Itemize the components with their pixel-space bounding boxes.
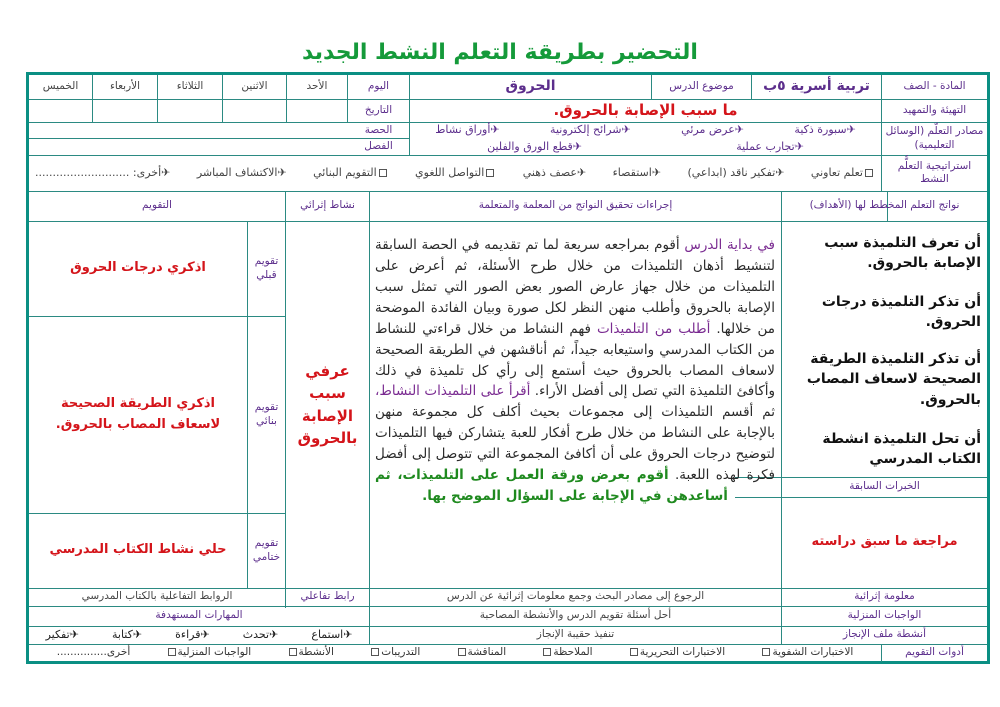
skill-reading[interactable]: ✈قراءة: [175, 628, 210, 642]
skill-writing[interactable]: ✈كتابة: [111, 628, 143, 642]
resource-smartboard[interactable]: ✈سبورة ذكية: [794, 123, 856, 137]
skills-label: المهارات المستهدفة: [155, 609, 243, 622]
lesson-topic-value: الحروق: [505, 78, 556, 95]
subject-label: المادة - الصف: [903, 80, 966, 93]
page-title: التحضير بطريقة التعلم النشط الجديد: [302, 40, 698, 65]
prior-label: الخبرات السابقة: [849, 480, 920, 493]
procedure-1-lead: في بداية الدرس: [684, 237, 776, 253]
resources-row-1: [410, 122, 881, 138]
strategy-other[interactable]: ✈أخرى: ...........................: [35, 166, 171, 180]
tool-oral[interactable]: الاختبارات الشفوية: [760, 646, 853, 659]
portfolio-label: أنشطة ملف الإنجاز: [843, 628, 926, 641]
evaluation-header: التقويم: [142, 199, 172, 212]
checkbox-icon: [762, 648, 770, 656]
prior-value: مراجعة ما سبق دراسته: [811, 534, 958, 550]
resource-experiments[interactable]: ✈تجارب عملية: [736, 139, 804, 153]
resource-paper-foam[interactable]: ✈قطع الورق والفلين: [487, 139, 583, 153]
procedure-2: فهم النشاط من خلال قراءتي للنشاط من الكتاب المدرسي واستيعابه جيداً، ثم أناقشهن في الطريقة الصحيحة لاسعاف المصاب بالحروق حيث أستمع إلى رأي كل تلميذة في ذلك وأكافئ التلميذة التي تصل إلى أفضل الأراء.: [375, 320, 775, 400]
interactive-label: رابط تفاعلي: [300, 590, 355, 603]
checkbox-icon: [379, 169, 387, 177]
procedure-2-lead: أطلب من التلميذات: [596, 320, 711, 337]
subject-value: تربية أسرية ٥ب: [763, 78, 870, 95]
evaluation-2-value: اذكري الطريقة الصحيحة لاسعاف المصاب بالحروق.: [55, 395, 221, 432]
procedure-3-lead: أقرأ على التلميذات النشاط،: [375, 383, 531, 400]
strategy-critical[interactable]: ✈تفكير ناقد (ابداعي): [687, 166, 785, 180]
day-tuesday: الثلاثاء: [176, 80, 204, 93]
period-label: الحصة: [364, 123, 393, 136]
checkbox-icon: [543, 648, 551, 656]
resource-slides[interactable]: ✈شرائح إلكترونية: [550, 123, 631, 137]
lesson-topic-label: موضوع الدرس: [669, 80, 734, 93]
resource-visual[interactable]: ✈عرض مرئي: [681, 123, 744, 137]
portfolio-value: تنفيذ حقيبة الإنجاز: [536, 628, 615, 641]
day-thursday: الخميس: [42, 80, 79, 93]
evaluation-1-label: تقويم قبلي: [254, 255, 279, 281]
objective-2: أن تذكر التلميذة درجات الحروق.: [821, 294, 981, 331]
strategy-label: استراتيجية التعلُّم النشط: [897, 159, 972, 185]
checkbox-icon: [458, 648, 466, 656]
tool-other[interactable]: أخرى...............: [56, 646, 131, 659]
skill-speaking[interactable]: ✈تحدث: [242, 628, 279, 642]
interactive-value[interactable]: الروابط التفاعلية بالكتاب المدرسي: [81, 590, 233, 603]
procedures-text: [375, 235, 775, 507]
objective-4: أن تحل التلميذة انشطة الكتاب المدرسي: [822, 431, 981, 468]
strategy-inquiry[interactable]: ✈استقصاء: [612, 166, 662, 180]
procedure-3: ثم أقسم التلميذات إلى مجموعات بحيث أكلف كل مجموعة منهن بالإجابة على النشاط من خلال طرح أفكار للعبة يتشاركن فيها التلميذات لتوضيح درجات الحروق على أن أكافئ المجموعة التي تتوصل إلى أفضل فكرة لهذه اللعبة.: [375, 404, 776, 484]
tool-activities[interactable]: الأنشطة: [287, 646, 334, 659]
homework-label: الواجبات المنزلية: [847, 609, 922, 622]
homework-value: أحل أسئلة تقويم الدرس والأنشطة المصاحبة: [479, 609, 672, 622]
strategy-brainstorm[interactable]: ✈عصف ذهني: [522, 166, 587, 180]
strategy-options: [29, 155, 881, 191]
evaluation-2-label: تقويم بنائي: [254, 401, 279, 427]
objective-1: أن تعرف التلميذة سبب الإصابة بالحروق.: [824, 235, 981, 272]
strategy-discovery[interactable]: ✈الاكتشاف المباشر: [196, 166, 287, 180]
checkbox-icon: [371, 648, 379, 656]
checkbox-icon: [630, 648, 638, 656]
day-wednesday: الأربعاء: [109, 80, 141, 93]
day-monday: الاثنين: [241, 80, 268, 93]
procedures-header: إجراءات تحقيق النواتج من المعلمة والمتعلمة: [478, 199, 673, 212]
evaluation-3-value: حلي نشاط الكتاب المدرسي: [49, 542, 227, 558]
assessment-label: أدوات التقويم: [905, 646, 964, 659]
class-label: الفصل: [364, 140, 393, 153]
evaluation-1-value: اذكري درجات الحروق: [70, 260, 206, 276]
intro-label: التهيئة والتمهيد: [902, 103, 967, 116]
checkbox-icon: [168, 648, 176, 656]
date-label: التاريخ: [364, 103, 393, 116]
skills-list: [29, 626, 369, 644]
enrich-info-value: الرجوع إلى مصادر البحث وجمع معلومات إثرائية عن الدرس: [446, 590, 705, 603]
objective-3: أن تذكر التلميذة الطريقة الصحيحة لاسعاف المصاب بالحروق.: [806, 351, 981, 408]
checkbox-icon: [289, 648, 297, 656]
day-label: اليوم: [367, 80, 390, 93]
strategy-cooperative[interactable]: تعلم تعاوني: [811, 166, 875, 180]
strategy-language[interactable]: التواصل اللغوي: [415, 166, 496, 180]
tool-homework[interactable]: الواجبات المنزلية: [166, 646, 252, 659]
enrichment-value: عرفي سبب الإصابة بالحروق: [297, 361, 358, 447]
skill-thinking[interactable]: ✈تفكير: [45, 628, 79, 642]
checkbox-icon: [865, 169, 873, 177]
resource-worksheets[interactable]: ✈أوراق نشاط: [435, 123, 500, 137]
intro-value: ما سبب الإصابة بالحروق.: [553, 101, 738, 120]
tool-discussion[interactable]: المناقشة: [456, 646, 507, 659]
enrichment-header: نشاط إثرائي: [300, 199, 355, 212]
strategy-formative[interactable]: التقويم البنائي: [313, 166, 388, 180]
assessment-tools: [29, 644, 881, 662]
tool-observation[interactable]: الملاحظة: [541, 646, 592, 659]
procedure-1: أقوم بمراجعه سريعة لما تم تقديمه في الحصة السابقة لتنشيط أذهان التلميذات من خلال طرح الأسئلة، ثم أعرض على التلميذات من خلال جهاز عارض الصور بعض الصور التي تمثل سبب الإصابة بالحروق وأطلب منهن النظر لكل صورة وبيان الفائدة الموضحة من خلالها.: [375, 237, 775, 337]
evaluation-3-label: تقويم ختامي: [252, 537, 281, 563]
procedure-4: أقوم بعرض ورقة العمل على التلميذات، ثم أساعدهن في الإجابة على السؤال الموضح بها.: [375, 467, 728, 505]
resources-label: مصادر التعلُّم (الوسائل التعليمية): [885, 125, 984, 151]
tool-exercises[interactable]: التدريبات: [369, 646, 420, 659]
day-sunday: الأحد: [306, 80, 328, 93]
resources-row-2: [410, 138, 881, 155]
enrich-info-label: معلومة إثرائية: [854, 590, 915, 603]
checkbox-icon: [486, 169, 494, 177]
skill-listening[interactable]: ✈استماع: [311, 628, 353, 642]
tool-written[interactable]: الاختبارات التحريرية: [628, 646, 725, 659]
objectives-header: نواتج التعلم المخطط لها (الأهداف): [809, 199, 960, 212]
lesson-plan-form: [26, 72, 990, 664]
